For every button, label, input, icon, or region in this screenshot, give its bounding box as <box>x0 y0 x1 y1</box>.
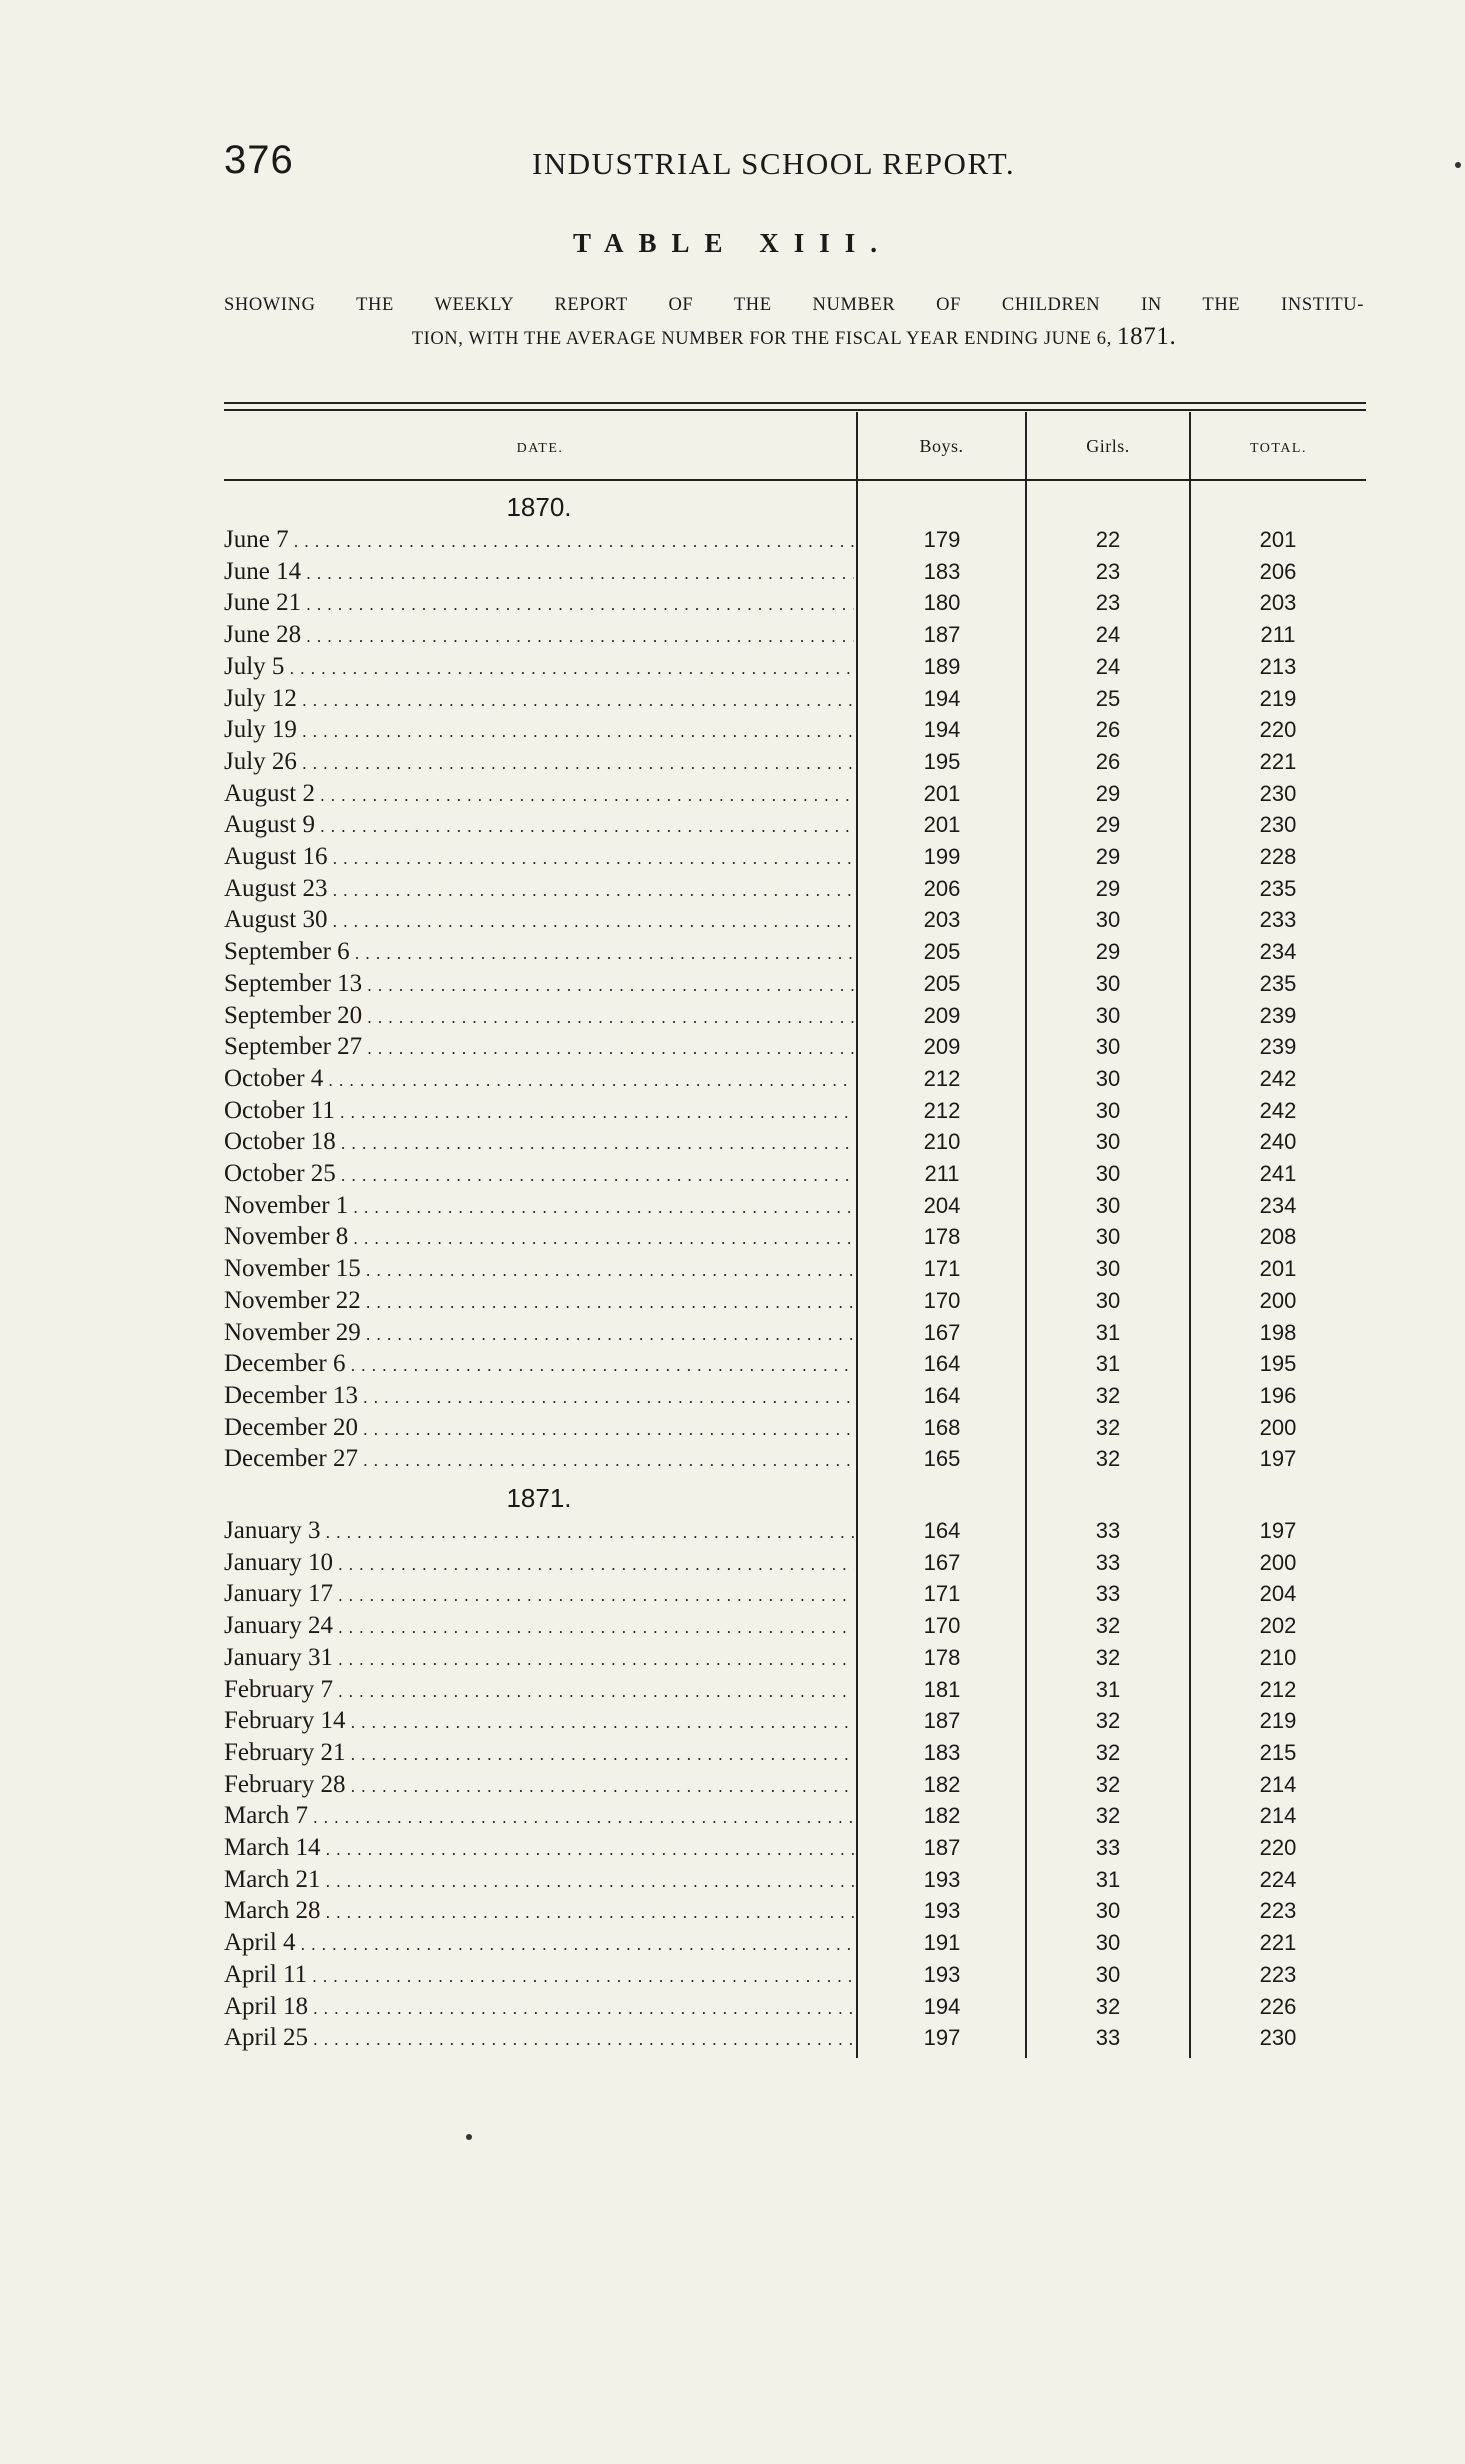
row-girls: 29 <box>1095 812 1121 838</box>
table-row <box>0 1832 1465 1864</box>
row-girls: 26 <box>1095 717 1121 743</box>
row-boys: 181 <box>923 1676 961 1702</box>
table-row <box>0 1610 1465 1642</box>
row-total: 224 <box>1259 1866 1297 1892</box>
row-girls: 32 <box>1095 1739 1121 1765</box>
row-girls: 30 <box>1095 1287 1121 1313</box>
table-row <box>0 1547 1465 1579</box>
row-girls: 32 <box>1095 1708 1121 1734</box>
row-total: 221 <box>1259 748 1297 774</box>
table-row <box>0 1317 1465 1349</box>
subtitle-year: 1871. <box>1117 323 1177 350</box>
row-date: August 30 . . . <box>224 904 854 938</box>
row-total: 196 <box>1259 1382 1297 1408</box>
table-row <box>0 1991 1465 2023</box>
row-boys: 197 <box>923 2025 961 2051</box>
row-boys: 204 <box>923 1192 961 1218</box>
row-boys: 212 <box>923 1065 961 1091</box>
row-girls: 31 <box>1095 1351 1121 1377</box>
row-girls: 30 <box>1095 1065 1121 1091</box>
row-girls: 30 <box>1095 1161 1121 1186</box>
row-boys: 183 <box>923 1739 961 1765</box>
row-total: 214 <box>1259 1803 1297 1829</box>
page-number: 376 <box>224 138 294 182</box>
table-row <box>0 841 1465 873</box>
row-girls: 30 <box>1095 1192 1121 1218</box>
row-girls: 32 <box>1095 1382 1121 1408</box>
row-girls: 30 <box>1095 970 1121 996</box>
row-date: March 28 . . . <box>224 1895 854 1929</box>
row-boys: 164 <box>923 1382 961 1408</box>
table-row <box>0 1895 1465 1927</box>
row-date: June 21 . . . <box>224 587 854 621</box>
row-boys: 178 <box>923 1644 961 1670</box>
table-row <box>0 1253 1465 1285</box>
row-date: July 26 . . . <box>224 746 854 780</box>
row-date: February 14 . . . <box>224 1705 854 1739</box>
row-boys: 212 <box>923 1097 961 1123</box>
table-row <box>0 1959 1465 1991</box>
row-date: October 25 . . . <box>224 1158 854 1192</box>
table-row <box>0 1158 1465 1190</box>
row-total: 201 <box>1259 1256 1297 1282</box>
row-girls: 33 <box>1095 1518 1121 1543</box>
row-total: 242 <box>1259 1097 1297 1123</box>
row-date: June 7 . . . <box>224 524 854 558</box>
row-girls: 22 <box>1095 527 1121 552</box>
row-boys: 201 <box>923 780 961 806</box>
row-date: August 16 . . . <box>224 841 854 875</box>
table-row <box>0 1190 1465 1222</box>
row-total: 197 <box>1259 1518 1297 1543</box>
row-total: 220 <box>1259 717 1297 743</box>
row-date: September 27 . . . <box>224 1031 854 1065</box>
table-row <box>0 1443 1465 1475</box>
row-date: July 19 . . . <box>224 714 854 748</box>
row-date: March 14 . . . <box>224 1832 854 1866</box>
row-date: April 25 . . . <box>224 2022 854 2056</box>
row-boys: 164 <box>923 1518 961 1543</box>
row-girls: 30 <box>1095 907 1121 933</box>
year-label: 1870. <box>506 492 572 522</box>
table-row <box>0 683 1465 715</box>
row-girls: 32 <box>1095 1993 1121 2019</box>
row-total: 197 <box>1259 1446 1297 1472</box>
row-date: October 11 . . . <box>224 1095 854 1129</box>
row-date: December 13 . . . <box>224 1380 854 1414</box>
table-row <box>0 556 1465 588</box>
header-date: DATE. <box>516 441 564 456</box>
row-total: 242 <box>1259 1065 1297 1091</box>
table-row <box>0 1063 1465 1095</box>
row-date: November 15 . . . <box>224 1253 854 1287</box>
row-date: November 29 . . . <box>224 1317 854 1351</box>
row-boys: 164 <box>923 1351 961 1377</box>
table-row <box>0 1737 1465 1769</box>
row-girls: 32 <box>1095 1644 1121 1670</box>
row-boys: 199 <box>923 844 961 869</box>
row-girls: 31 <box>1095 1676 1121 1702</box>
row-date: September 6 . . . <box>224 936 854 970</box>
row-boys: 179 <box>923 527 961 552</box>
row-total: 226 <box>1259 1993 1297 2019</box>
row-date: September 20 . . . <box>224 1000 854 1034</box>
row-total: 204 <box>1259 1581 1297 1607</box>
header-bottom-rule <box>224 479 1366 481</box>
table-row <box>0 936 1465 968</box>
row-girls: 30 <box>1095 1961 1121 1987</box>
table-row <box>0 1000 1465 1032</box>
row-girls: 33 <box>1095 2025 1121 2051</box>
row-total: 239 <box>1259 1034 1297 1060</box>
row-boys: 189 <box>923 653 961 679</box>
table-row <box>0 1515 1465 1547</box>
row-boys: 193 <box>923 1866 961 1892</box>
table-title: TABLE XIII. <box>572 228 893 258</box>
row-girls: 32 <box>1095 1446 1121 1472</box>
row-total: 240 <box>1259 1129 1297 1155</box>
row-boys: 183 <box>923 558 961 584</box>
page-header <box>224 138 1364 188</box>
row-boys: 195 <box>923 748 961 774</box>
page-speck <box>1455 162 1461 168</box>
table-row <box>0 1705 1465 1737</box>
row-total: 198 <box>1259 1319 1297 1345</box>
row-date: December 20 . . . <box>224 1412 854 1446</box>
row-total: 208 <box>1259 1224 1297 1250</box>
table-subtitle-line-2 <box>224 323 1364 351</box>
table-row <box>0 587 1465 619</box>
row-boys: 187 <box>923 1835 961 1860</box>
header-girls: Girls. <box>1086 436 1130 456</box>
row-boys: 180 <box>923 590 961 616</box>
row-total: 214 <box>1259 1771 1297 1797</box>
subtitle-text: TION, WITH THE AVERAGE NUMBER FOR THE FISCAL YEAR ENDING JUNE 6, <box>411 329 1112 349</box>
row-girls: 25 <box>1095 685 1121 711</box>
row-date: April 11 . . . <box>224 1959 854 1993</box>
table-top-rule-2 <box>224 409 1366 411</box>
row-girls: 30 <box>1095 1898 1121 1924</box>
row-boys: 203 <box>923 907 961 933</box>
row-girls: 32 <box>1095 1771 1121 1797</box>
row-total: 233 <box>1259 907 1297 933</box>
row-girls: 24 <box>1095 622 1121 648</box>
row-girls: 26 <box>1095 748 1121 774</box>
row-total: 220 <box>1259 1835 1297 1860</box>
row-girls: 30 <box>1095 1097 1121 1123</box>
row-boys: 194 <box>923 1993 961 2019</box>
row-boys: 178 <box>923 1224 961 1250</box>
row-total: 215 <box>1259 1739 1297 1765</box>
table-row <box>0 873 1465 905</box>
row-girls: 33 <box>1095 1581 1121 1607</box>
row-boys: 171 <box>923 1581 961 1607</box>
row-boys: 193 <box>923 1898 961 1924</box>
row-date: January 3 . . . <box>224 1515 854 1549</box>
row-girls: 29 <box>1095 939 1121 965</box>
row-total: 230 <box>1259 780 1297 806</box>
table-row <box>0 1348 1465 1380</box>
table-row <box>0 1864 1465 1896</box>
row-girls: 30 <box>1095 1224 1121 1250</box>
header-boys: Boys. <box>919 436 964 456</box>
row-boys: 209 <box>923 1002 961 1028</box>
row-girls: 33 <box>1095 1549 1121 1575</box>
row-boys: 187 <box>923 622 961 648</box>
row-date: February 7 . . . <box>224 1674 854 1708</box>
row-date: July 12 . . . <box>224 683 854 717</box>
row-boys: 187 <box>923 1708 961 1734</box>
table-row <box>0 1126 1465 1158</box>
row-date: January 10 . . . <box>224 1547 854 1581</box>
row-boys: 201 <box>923 812 961 838</box>
row-date: August 2 . . . <box>224 778 854 812</box>
row-date: January 17 . . . <box>224 1578 854 1612</box>
row-date: January 31 . . . <box>224 1642 854 1676</box>
table-row <box>0 778 1465 810</box>
table-row <box>0 904 1465 936</box>
row-girls: 23 <box>1095 590 1121 616</box>
row-total: 200 <box>1259 1287 1297 1313</box>
row-date: April 4 . . . <box>224 1927 854 1961</box>
table-row <box>0 1800 1465 1832</box>
row-total: 234 <box>1259 939 1297 965</box>
row-boys: 194 <box>923 717 961 743</box>
table-row <box>0 651 1465 683</box>
row-date: June 28 . . . <box>224 619 854 653</box>
row-girls: 24 <box>1095 653 1121 679</box>
row-girls: 30 <box>1095 1930 1121 1956</box>
row-date: June 14 . . . <box>224 556 854 590</box>
row-boys: 193 <box>923 1961 961 1987</box>
table-row <box>0 1095 1465 1127</box>
table-row <box>0 968 1465 1000</box>
row-total: 235 <box>1259 875 1297 901</box>
row-total: 241 <box>1259 1161 1297 1186</box>
row-total: 234 <box>1259 1192 1297 1218</box>
row-girls: 32 <box>1095 1803 1121 1829</box>
row-girls: 33 <box>1095 1835 1121 1860</box>
table-row <box>0 1642 1465 1674</box>
row-boys: 167 <box>923 1319 961 1345</box>
table-row <box>0 1380 1465 1412</box>
row-total: 210 <box>1259 1644 1297 1670</box>
table-row <box>0 1578 1465 1610</box>
row-girls: 30 <box>1095 1002 1121 1028</box>
row-boys: 194 <box>923 685 961 711</box>
table-row <box>0 2022 1465 2054</box>
table-top-rule-1 <box>224 402 1366 404</box>
row-girls: 30 <box>1095 1256 1121 1282</box>
row-total: 200 <box>1259 1549 1297 1575</box>
row-boys: 209 <box>923 1034 961 1060</box>
row-date: February 21 . . . <box>224 1737 854 1771</box>
year-label: 1871. <box>506 1483 572 1513</box>
row-girls: 30 <box>1095 1034 1121 1060</box>
row-total: 219 <box>1259 685 1297 711</box>
row-girls: 31 <box>1095 1319 1121 1345</box>
table-row <box>0 1674 1465 1706</box>
row-total: 239 <box>1259 1002 1297 1028</box>
row-boys: 182 <box>923 1771 961 1797</box>
row-boys: 165 <box>923 1446 961 1472</box>
row-girls: 30 <box>1095 1129 1121 1155</box>
row-boys: 191 <box>923 1930 961 1956</box>
row-date: December 27 . . . <box>224 1443 854 1477</box>
row-total: 200 <box>1259 1414 1297 1440</box>
header-total: TOTAL. <box>1249 441 1307 456</box>
row-date: July 5 . . . <box>224 651 854 685</box>
table-row <box>0 1285 1465 1317</box>
row-date: March 7 . . . <box>224 1800 854 1834</box>
row-total: 235 <box>1259 970 1297 996</box>
row-boys: 206 <box>923 875 961 901</box>
row-boys: 210 <box>923 1129 961 1155</box>
row-boys: 211 <box>924 1161 960 1186</box>
row-date: November 1 . . . <box>224 1190 854 1224</box>
row-boys: 205 <box>923 939 961 965</box>
row-total: 201 <box>1259 527 1297 552</box>
row-total: 230 <box>1259 2025 1297 2051</box>
row-girls: 32 <box>1095 1414 1121 1440</box>
row-date: December 6 . . . <box>224 1348 854 1382</box>
row-total: 213 <box>1259 653 1297 679</box>
row-total: 211 <box>1260 622 1296 648</box>
row-girls: 29 <box>1095 875 1121 901</box>
row-date: September 13 . . . <box>224 968 854 1002</box>
table-row <box>0 1221 1465 1253</box>
row-total: 223 <box>1259 1961 1297 1987</box>
row-boys: 167 <box>923 1549 961 1575</box>
row-total: 195 <box>1259 1351 1297 1377</box>
table-row <box>0 809 1465 841</box>
row-total: 221 <box>1259 1930 1297 1956</box>
row-girls: 29 <box>1095 780 1121 806</box>
table-subtitle-line-1: SHOWING THE WEEKLY REPORT OF THE NUMBER OF CHILDREN IN THE INSTITU- <box>224 295 1364 315</box>
row-boys: 170 <box>923 1287 961 1313</box>
row-date: April 18 . . . <box>224 1991 854 2025</box>
row-girls: 23 <box>1095 558 1121 584</box>
row-date: October 4 . . . <box>224 1063 854 1097</box>
row-total: 228 <box>1259 844 1297 869</box>
row-date: March 21 . . . <box>224 1864 854 1898</box>
table-row <box>0 1927 1465 1959</box>
table-row <box>0 1031 1465 1063</box>
table-row <box>0 714 1465 746</box>
row-total: 202 <box>1259 1613 1297 1639</box>
row-boys: 205 <box>923 970 961 996</box>
table-row <box>0 619 1465 651</box>
table-row <box>0 746 1465 778</box>
row-date: February 28 . . . <box>224 1769 854 1803</box>
row-date: August 23 . . . <box>224 873 854 907</box>
row-boys: 182 <box>923 1803 961 1829</box>
running-title: INDUSTRIAL SCHOOL REPORT. <box>532 146 1016 181</box>
row-girls: 31 <box>1095 1866 1121 1892</box>
row-date: January 24 . . . <box>224 1610 854 1644</box>
row-date: November 22 . . . <box>224 1285 854 1319</box>
row-total: 219 <box>1259 1708 1297 1734</box>
row-total: 206 <box>1259 558 1297 584</box>
row-boys: 171 <box>923 1256 961 1282</box>
row-total: 230 <box>1259 812 1297 838</box>
row-total: 223 <box>1259 1898 1297 1924</box>
table-row <box>0 524 1465 556</box>
page-speck <box>466 2134 472 2140</box>
row-date: August 9 . . . <box>224 809 854 843</box>
row-boys: 168 <box>923 1414 961 1440</box>
row-date: October 18 . . . <box>224 1126 854 1160</box>
row-total: 203 <box>1259 590 1297 616</box>
table-row <box>0 1412 1465 1444</box>
row-total: 212 <box>1259 1676 1297 1702</box>
row-girls: 29 <box>1095 844 1121 869</box>
row-boys: 170 <box>923 1613 961 1639</box>
table-row <box>0 1769 1465 1801</box>
row-date: November 8 . . . <box>224 1221 854 1255</box>
row-girls: 32 <box>1095 1613 1121 1639</box>
